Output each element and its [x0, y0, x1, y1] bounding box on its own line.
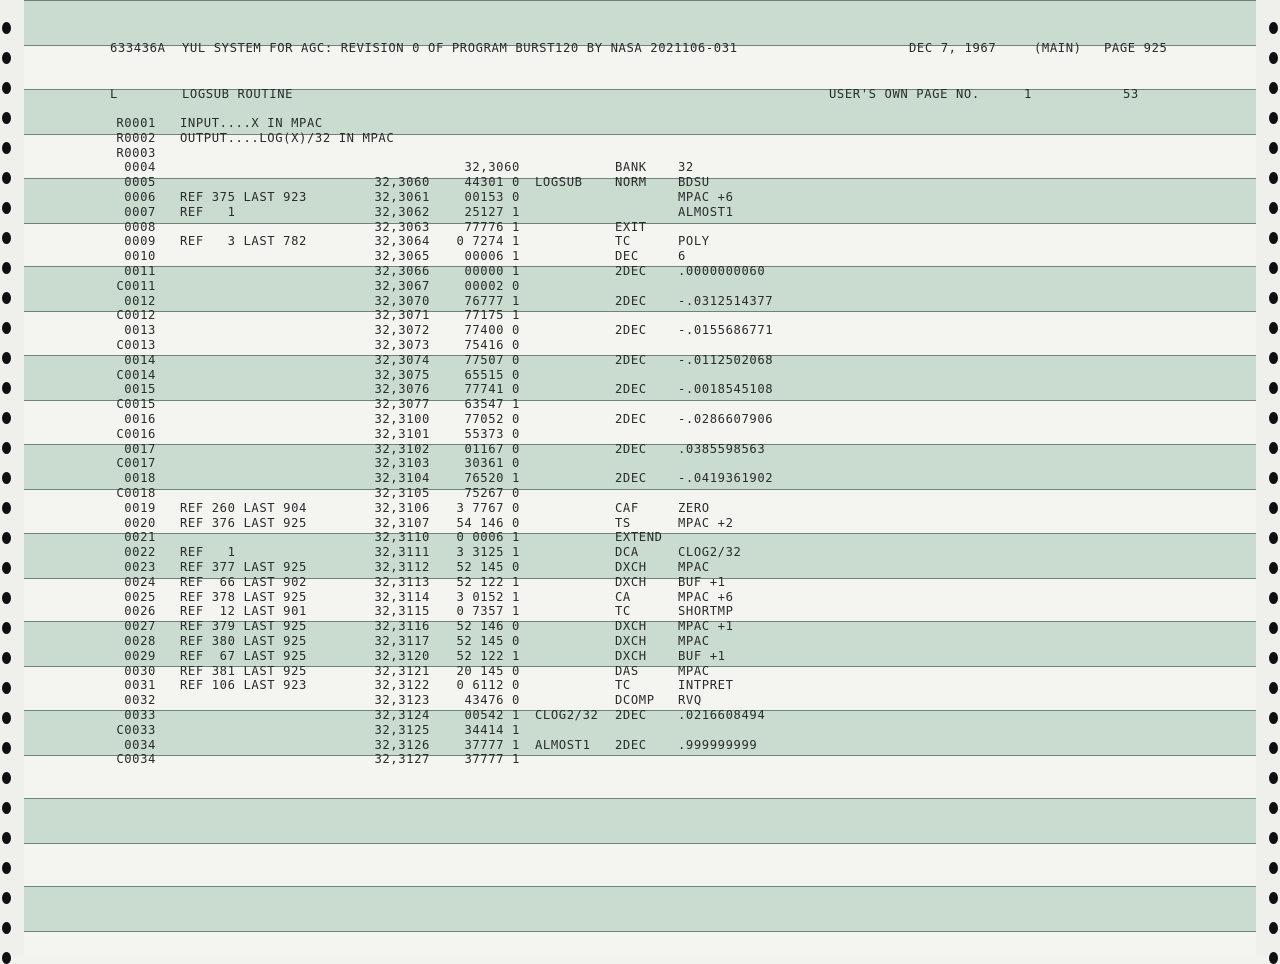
operand: .999999999	[678, 737, 758, 752]
feed-hole	[2, 52, 11, 64]
listing-row	[0, 545, 1280, 560]
cross-reference: REF 106 LAST 923	[180, 678, 307, 693]
opcode: 2DEC	[615, 708, 647, 722]
octal-code: 37777 1	[464, 752, 520, 767]
operand: 6	[678, 249, 686, 264]
listing-row	[0, 530, 1280, 545]
line-number: 0012	[124, 293, 156, 308]
listing-row	[0, 160, 1280, 175]
symbol-label: LOGSUB	[535, 175, 583, 190]
cross-reference: REF 378 LAST 925	[180, 589, 307, 604]
line-number: 0010	[124, 249, 156, 264]
listing-row	[0, 501, 1280, 516]
symbol-label: ALMOST1	[535, 737, 591, 752]
memory-address: 32,3065	[374, 249, 430, 264]
octal-code: 65515 0	[464, 367, 520, 382]
cross-reference: REF 381 LAST 925	[180, 663, 307, 678]
feed-hole	[2, 922, 11, 934]
memory-address: 32,3076	[374, 382, 430, 397]
octal-code: 52 145 0	[456, 634, 520, 648]
line-number: 0032	[124, 693, 156, 708]
octal-code: 75267 0	[464, 486, 520, 500]
listing-row	[0, 590, 1280, 605]
memory-address: 32,3066	[374, 264, 430, 278]
cross-reference: REF 12 LAST 901	[180, 604, 307, 619]
feed-hole	[1269, 832, 1278, 844]
memory-address: 32,3115	[374, 604, 430, 619]
opcode: DAS	[615, 663, 639, 678]
line-number: C0014	[116, 367, 156, 382]
feed-hole	[2, 832, 11, 844]
operand: MPAC +6	[678, 589, 734, 604]
cross-reference: REF 377 LAST 925	[180, 560, 307, 574]
symbol-label: CLOG2/32	[535, 708, 599, 722]
opcode: 2DEC	[615, 382, 647, 397]
feed-hole	[2, 892, 11, 904]
line-number: 0031	[124, 678, 156, 693]
operand: BUF +1	[678, 648, 726, 663]
operand: ALMOST1	[678, 204, 734, 219]
octal-code: 34414 1	[464, 722, 520, 737]
line-number: R0001	[116, 116, 156, 130]
opcode: 2DEC	[615, 471, 647, 486]
line-number: 0028	[124, 634, 156, 648]
operand: MPAC	[678, 663, 710, 678]
line-number: 0027	[124, 619, 156, 634]
line-number: R0003	[116, 145, 156, 160]
memory-address: 32,3122	[374, 678, 430, 693]
listing-row	[0, 368, 1280, 383]
feed-hole	[2, 862, 11, 874]
memory-address: 32,3071	[374, 308, 430, 323]
operand: .0385598563	[678, 441, 766, 456]
listing-row	[0, 249, 1280, 264]
octal-code: 77175 1	[464, 308, 520, 323]
octal-code: 00002 0	[464, 278, 520, 293]
listing-row	[0, 560, 1280, 575]
feed-hole	[2, 952, 11, 964]
listing-row	[0, 382, 1280, 397]
operand: MPAC +2	[678, 515, 734, 530]
memory-address: 32,3111	[374, 545, 430, 560]
octal-code: 55373 0	[464, 426, 520, 441]
octal-code: 77741 0	[464, 382, 520, 397]
listing-row	[0, 486, 1280, 501]
line-number: 0025	[124, 589, 156, 604]
listing-row	[0, 619, 1280, 634]
listing-row	[0, 412, 1280, 427]
line-number: 0018	[124, 471, 156, 486]
opcode: NORM	[615, 175, 647, 190]
memory-address: 32,3101	[374, 426, 430, 441]
print-date: DEC 7, 1967	[909, 41, 997, 55]
octal-code: 37777 1	[464, 737, 520, 752]
listing-row	[0, 575, 1280, 590]
opcode: TS	[615, 515, 631, 530]
greenbar-band	[24, 0, 1256, 46]
memory-address: 32,3117	[374, 634, 430, 648]
opcode: 2DEC	[615, 441, 647, 456]
opcode: TC	[615, 604, 631, 619]
feed-hole	[1269, 22, 1278, 34]
line-number: 0029	[124, 648, 156, 663]
listing-row	[0, 323, 1280, 338]
memory-address: 32,3072	[374, 323, 430, 338]
listing-row	[0, 338, 1280, 353]
octal-code: 52 145 0	[456, 560, 520, 574]
listing-row	[0, 205, 1280, 220]
line-number: 0023	[124, 560, 156, 574]
line-number: C0034	[116, 752, 156, 767]
operand: SHORTMP	[678, 604, 734, 619]
opcode: CA	[615, 589, 631, 604]
memory-address: 32,3064	[374, 234, 430, 249]
feed-hole	[1269, 52, 1278, 64]
operand: MPAC +1	[678, 619, 734, 634]
cross-reference: REF 376 LAST 925	[180, 515, 307, 530]
operand: -.0155686771	[678, 323, 774, 338]
line-number: 0021	[124, 530, 156, 545]
listing-row	[0, 175, 1280, 190]
feed-hole	[1269, 862, 1278, 874]
octal-code: 0 0006 1	[456, 530, 520, 545]
cross-reference: OUTPUT....LOG(X)/32 IN MPAC	[180, 130, 395, 145]
opcode: BANK	[615, 160, 647, 175]
octal-code: 00006 1	[464, 249, 520, 264]
octal-code: 52 122 1	[456, 648, 520, 663]
listing-row	[0, 723, 1280, 738]
octal-code: 76777 1	[464, 293, 520, 308]
listing-row	[0, 456, 1280, 471]
memory-address: 32,3077	[374, 397, 430, 412]
line-number: 0005	[124, 175, 156, 190]
cross-reference: REF 67 LAST 925	[180, 648, 307, 663]
line-number: 0020	[124, 515, 156, 530]
operand: -.0419361902	[678, 471, 774, 486]
line-number: 0009	[124, 234, 156, 249]
octal-code: 25127 1	[464, 204, 520, 219]
octal-code: 3 3125 1	[456, 545, 520, 560]
opcode: 2DEC	[615, 293, 647, 308]
line-number: C0013	[116, 338, 156, 352]
listing-row	[0, 116, 1280, 131]
line-number: C0017	[116, 456, 156, 471]
feed-hole	[2, 82, 11, 94]
operand: -.0018545108	[678, 382, 774, 397]
cross-reference: REF 380 LAST 925	[180, 634, 307, 648]
cross-reference: REF 66 LAST 902	[180, 574, 307, 589]
line-number: 0004	[124, 160, 156, 175]
listing-row	[0, 604, 1280, 619]
memory-address: 32,3123	[374, 693, 430, 708]
listing-row	[0, 649, 1280, 664]
memory-address: 32,3100	[374, 412, 430, 426]
opcode: 2DEC	[615, 352, 647, 367]
memory-address: 32,3120	[374, 648, 430, 663]
memory-address: 32,3125	[374, 722, 430, 737]
line-number: R0002	[116, 130, 156, 145]
line-number: 0026	[124, 604, 156, 619]
octal-code: 00153 0	[464, 190, 520, 204]
listing-row	[0, 634, 1280, 649]
feed-hole	[1269, 802, 1278, 814]
operand: MPAC	[678, 634, 710, 648]
memory-address: 32,3110	[374, 530, 430, 545]
memory-address: 32,3116	[374, 619, 430, 634]
opcode: CAF	[615, 500, 639, 515]
opcode: DCA	[615, 545, 639, 560]
listing-row	[0, 693, 1280, 708]
memory-address: 32,3070	[374, 293, 430, 308]
listing-row	[0, 131, 1280, 146]
listing-row	[0, 264, 1280, 279]
line-number: 0017	[124, 441, 156, 456]
memory-address: 32,3062	[374, 204, 430, 219]
listing-title: YUL SYSTEM FOR AGC: REVISION 0 OF PROGRAM BURST120 BY NASA 2021106-031	[182, 41, 738, 55]
operand: MPAC +6	[678, 190, 734, 204]
listing-row	[0, 146, 1280, 161]
line-number: 0013	[124, 323, 156, 338]
listing-row	[0, 708, 1280, 723]
memory-address: 32,3127	[374, 752, 430, 767]
octal-code: 77507 0	[464, 352, 520, 367]
octal-code: 44301 0	[464, 175, 520, 190]
memory-address: 32,3060	[374, 175, 430, 190]
cross-reference: REF 375 LAST 923	[180, 190, 307, 204]
listing-row	[0, 294, 1280, 309]
octal-code: 0 7357 1	[456, 604, 520, 619]
octal-code: 76520 1	[464, 471, 520, 486]
greenbar-band	[24, 798, 1256, 844]
listing-row	[0, 738, 1280, 753]
memory-address: 32,3067	[374, 278, 430, 293]
operand: .0216608494	[678, 708, 766, 722]
octal-code: 0 6112 0	[456, 678, 520, 693]
operand: INTPRET	[678, 678, 734, 693]
listing-row	[0, 678, 1280, 693]
operand: BUF +1	[678, 574, 726, 589]
memory-address: 32,3106	[374, 500, 430, 515]
opcode: DXCH	[615, 634, 647, 648]
own-page-label: USER'S OWN PAGE NO.	[829, 87, 980, 101]
line-number: 0007	[124, 204, 156, 219]
memory-address: 32,3112	[374, 560, 430, 574]
octal-code: 0 7274 1	[456, 234, 520, 249]
line-number: 0034	[124, 737, 156, 752]
memory-address: 32,3074	[374, 352, 430, 367]
memory-address: 32,3103	[374, 456, 430, 471]
line-number: 0015	[124, 382, 156, 397]
operand: POLY	[678, 234, 710, 249]
opcode: TC	[615, 234, 631, 249]
octal-code: 77052 0	[464, 412, 520, 426]
listing-row	[0, 397, 1280, 412]
listing-row	[0, 190, 1280, 205]
line-number: 0030	[124, 663, 156, 678]
memory-address: 32,3075	[374, 367, 430, 382]
cross-reference: REF 379 LAST 925	[180, 619, 307, 634]
memory-address: 32,3124	[374, 708, 430, 722]
operand: BDSU	[678, 175, 710, 190]
listing-row	[0, 471, 1280, 486]
octal-code: 3 0152 1	[456, 589, 520, 604]
operand: -.0312514377	[678, 293, 774, 308]
octal-code: 20 145 0	[456, 663, 520, 678]
octal-code: 54 146 0	[456, 515, 520, 530]
operand: 32	[678, 160, 694, 175]
segment-label: (MAIN)	[1034, 41, 1082, 55]
job-id: 633436A	[110, 41, 166, 55]
operand: CLOG2/32	[678, 545, 742, 560]
line-number: 0022	[124, 545, 156, 560]
octal-code: 32,3060	[464, 160, 520, 175]
octal-code: 43476 0	[464, 693, 520, 708]
operand: MPAC	[678, 560, 710, 574]
operand: ZERO	[678, 500, 710, 515]
line-number: 0024	[124, 574, 156, 589]
listing-row	[0, 664, 1280, 679]
memory-address: 32,3126	[374, 737, 430, 752]
listing-row	[0, 427, 1280, 442]
line-number: 0008	[124, 219, 156, 234]
page-number: PAGE 925	[1104, 41, 1168, 55]
listing-row	[0, 516, 1280, 531]
listing-row	[0, 442, 1280, 457]
memory-address: 32,3113	[374, 574, 430, 589]
memory-address: 32,3061	[374, 190, 430, 204]
memory-address: 32,3114	[374, 589, 430, 604]
cross-reference: REF 260 LAST 904	[180, 500, 307, 515]
cross-reference: INPUT....X IN MPAC	[180, 116, 323, 130]
memory-address: 32,3102	[374, 441, 430, 456]
memory-address: 32,3105	[374, 486, 430, 500]
line-number: 0006	[124, 190, 156, 204]
opcode: 2DEC	[615, 737, 647, 752]
memory-address: 32,3121	[374, 663, 430, 678]
octal-code: 00542 1	[464, 708, 520, 722]
octal-code: 01167 0	[464, 441, 520, 456]
listing-row	[0, 353, 1280, 368]
line-number: 0019	[124, 500, 156, 515]
feed-hole	[2, 772, 11, 784]
opcode: 2DEC	[615, 323, 647, 338]
feed-hole	[1269, 952, 1278, 964]
line-number: C0018	[116, 486, 156, 500]
octal-code: 30361 0	[464, 456, 520, 471]
routine-name: LOGSUB ROUTINE	[182, 87, 294, 101]
listing-row	[0, 752, 1280, 767]
line-number: C0016	[116, 426, 156, 441]
listing-code: 53	[1123, 87, 1139, 101]
octal-code: 52 122 1	[456, 574, 520, 589]
octal-code: 77400 0	[464, 323, 520, 338]
opcode: 2DEC	[615, 412, 647, 426]
opcode: DXCH	[615, 648, 647, 663]
own-page-number: 1	[1024, 87, 1032, 101]
listing-row	[0, 220, 1280, 235]
octal-code: 75416 0	[464, 338, 520, 352]
operand: .0000000060	[678, 264, 766, 278]
memory-address: 32,3107	[374, 515, 430, 530]
opcode: DXCH	[615, 560, 647, 574]
line-number: 0014	[124, 352, 156, 367]
opcode: TC	[615, 678, 631, 693]
line-number: C0012	[116, 308, 156, 323]
line-number: C0015	[116, 397, 156, 412]
opcode: DXCH	[615, 619, 647, 634]
operand: -.0112502068	[678, 352, 774, 367]
octal-code: 00000 1	[464, 264, 520, 278]
listing-row	[0, 279, 1280, 294]
listing-row	[0, 308, 1280, 323]
greenbar-band	[24, 886, 1256, 932]
opcode: DCOMP	[615, 693, 655, 708]
operand: -.0286607906	[678, 412, 774, 426]
memory-address: 32,3073	[374, 338, 430, 352]
line-number: 0016	[124, 412, 156, 426]
operand: RVQ	[678, 693, 702, 708]
cross-reference: REF 3 LAST 782	[180, 234, 307, 249]
feed-hole	[2, 22, 11, 34]
memory-address: 32,3104	[374, 471, 430, 486]
listing-row	[0, 234, 1280, 249]
line-number: C0033	[116, 722, 156, 737]
line-number: 0011	[124, 264, 156, 278]
memory-address: 32,3063	[374, 219, 430, 234]
cross-reference: REF 1	[180, 545, 236, 560]
cross-reference: REF 1	[180, 204, 236, 219]
feed-hole	[2, 802, 11, 814]
type-code: L	[110, 87, 118, 101]
octal-code: 77776 1	[464, 219, 520, 234]
octal-code: 63547 1	[464, 397, 520, 412]
line-number: C0011	[116, 278, 156, 293]
opcode: 2DEC	[615, 264, 647, 278]
opcode: EXTEND	[615, 530, 663, 545]
feed-hole	[1269, 892, 1278, 904]
octal-code: 52 146 0	[456, 619, 520, 634]
feed-hole	[1269, 82, 1278, 94]
feed-hole	[1269, 922, 1278, 934]
opcode: DXCH	[615, 574, 647, 589]
line-number: 0033	[124, 708, 156, 722]
feed-hole	[1269, 772, 1278, 784]
opcode: EXIT	[615, 219, 647, 234]
octal-code: 3 7767 0	[456, 500, 520, 515]
opcode: DEC	[615, 249, 639, 264]
